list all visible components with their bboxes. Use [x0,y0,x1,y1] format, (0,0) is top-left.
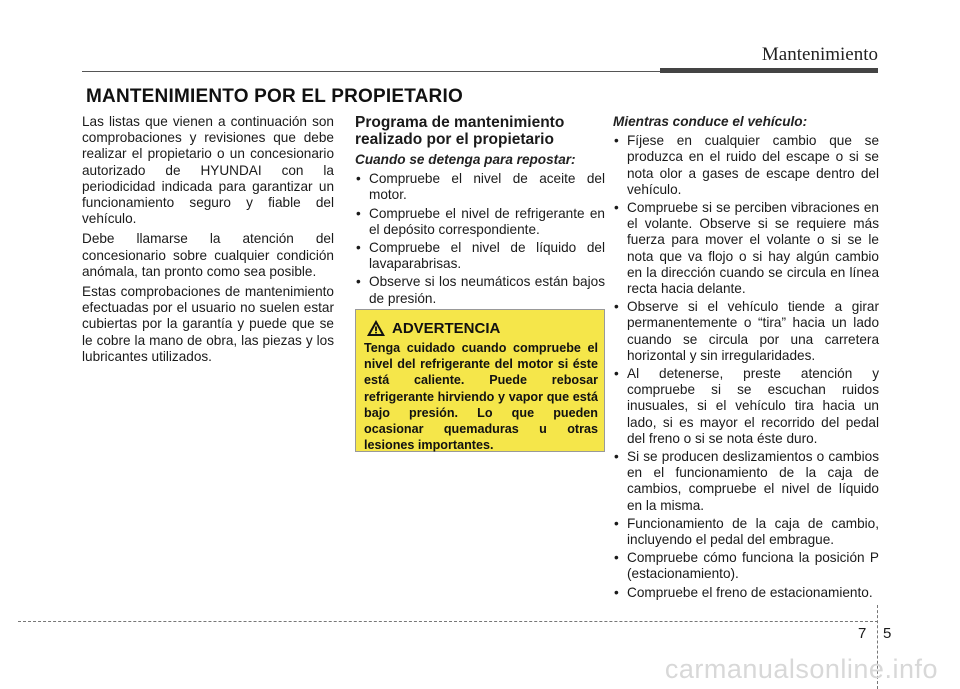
list-item: • Fíjese en cualquier cambio que se produzca en el ruido del escape o si se nota olor a gases de escape dentro del vehículo. [613,133,879,198]
driving-checklist [613,133,879,601]
page-number: 5 [883,625,892,642]
chapter-number: 7 [858,625,867,642]
intro-paragraph-1: Las listas que vienen a continuación son comprobaciones y revisiones que debe realizar el propietario o un concesionario autorizado de HYUNDAI con la periodicidad indicada para garantizar un funcionamiento seguro y fiable del vehículo. [82,114,334,227]
intro-paragraph-2: Debe llamarse la atención del concesionario sobre cualquier condición anómala, tan pronto como sea posible. [82,231,334,279]
list-item: • Compruebe si se perciben vibraciones en el volante. Observe si se requiere más fuerza para mover el volante o si se le nota que va flojo o si hay algún cambio en la dirección cuando se circula en línea recta hacia delante. [613,200,879,297]
footer-divider [18,621,878,622]
column-refuel [355,114,605,309]
warning-box [355,309,605,452]
intro-paragraph-3: Estas comprobaciones de mantenimiento efectuadas por el usuario no suelen estar cubiertas por la garantía y puede que se le cobre la mano de obra, las piezas y los lubricantes utilizados. [82,284,334,364]
list-item: • Observe si el vehículo tiende a girar permanentemente o “tira” hacia un lado cuando se circula por una carretera horizontal y sin irregularidades. [613,299,879,364]
warning-header [366,319,500,337]
column-intro [82,114,334,369]
maintenance-program-heading: Programa de mantenimiento realizado por el propietario [355,114,565,148]
list-item: • Compruebe el nivel de refrigerante en el depósito correspondiente. [355,206,605,238]
list-item: • Observe si los neumáticos están bajos de presión. [355,274,605,306]
header-rule-accent [660,68,878,73]
driving-subheading: Mientras conduce el vehículo: [613,114,808,129]
list-item: • Si se producen deslizamientos o cambios en el funcionamiento de la caja de cambios, compruebe el nivel de líquido en la misma. [613,449,879,514]
refuel-subheading: Cuando se detenga para repostar: [355,152,576,167]
section-title: MANTENIMIENTO POR EL PROPIETARIO [86,86,463,107]
list-item: • Compruebe cómo funciona la posición P (estacionamiento). [613,550,879,582]
watermark: carmanualsonline.info [664,654,938,684]
column-driving [613,114,879,603]
refuel-checklist [355,171,605,307]
list-item: • Compruebe el freno de estacionamiento. [613,585,879,601]
list-item: • Compruebe el nivel de líquido del lavaparabrisas. [355,240,605,272]
warning-text: Tenga cuidado cuando compruebe el nivel del refrigerante del motor si éste está caliente. Puede rebosar refrigerante hirviendo y vapor que está bajo presión. Lo que pueden ocasionar quemaduras u otras lesiones importantes. [364,341,598,453]
list-item: • Compruebe el nivel de aceite del motor. [355,171,605,203]
warning-title: ADVERTENCIA [392,319,501,337]
list-item: • Funcionamiento de la caja de cambio, incluyendo el pedal del embrague. [613,516,879,548]
list-item: • Al detenerse, preste atención y compruebe si se escuchan ruidos inusuales, si el vehículo tira hacia un lado, si es mayor el recorrido del pedal del freno o si se nota éste duro. [613,366,879,447]
header-title: Mantenimiento [761,44,878,65]
warning-triangle-icon [366,319,386,337]
header-rule [82,71,660,72]
